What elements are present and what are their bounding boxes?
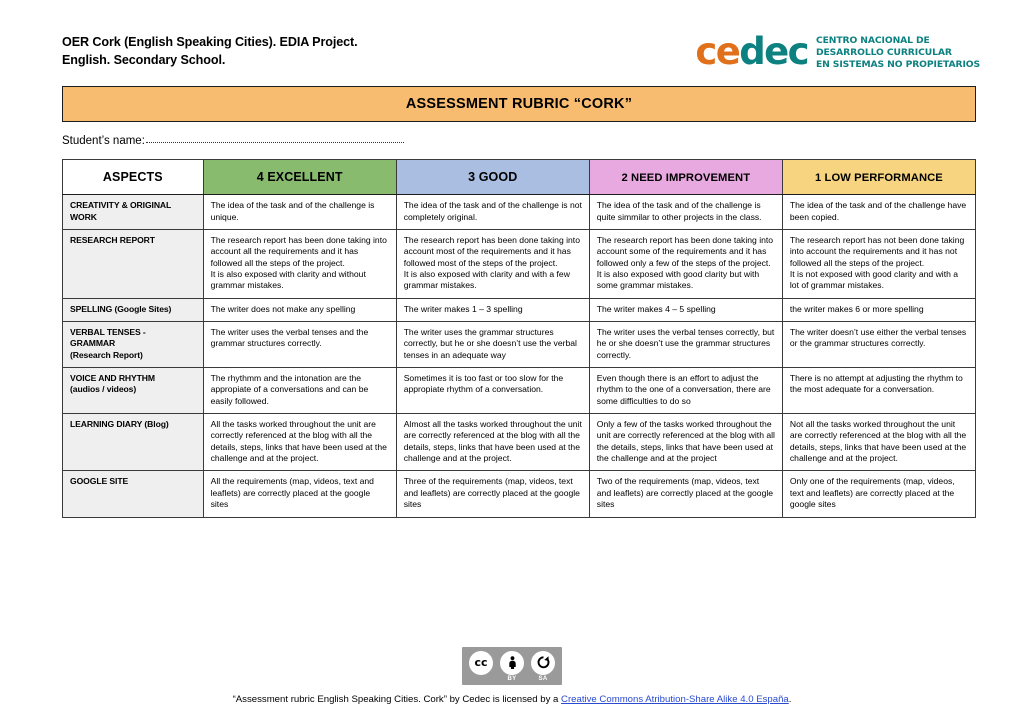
- rubric-title-banner: [62, 86, 976, 122]
- cedec-tagline-line2: DESARROLLO CURRICULAR: [815, 46, 952, 58]
- cc-sa-label: SA: [538, 675, 548, 682]
- rubric-table: [62, 159, 976, 517]
- cell-need-improvement: The writer makes 4 – 5 spelling: [589, 298, 782, 321]
- aspect-label-line1: SPELLING (Google Sites): [70, 303, 172, 314]
- aspect-label-line1: LEARNING DIARY (Blog): [70, 419, 169, 430]
- cedec-tagline-line1: CENTRO NACIONAL DE: [815, 35, 930, 46]
- cedec-tagline-line3: EN SISTEMAS NO PROPIETARIOS: [815, 58, 980, 70]
- row-aspect-research-report: [63, 229, 204, 298]
- table-row: [63, 368, 976, 414]
- license-statement: [0, 694, 1024, 706]
- table-row: [63, 414, 976, 471]
- cedec-logo: [695, 30, 980, 74]
- cell-good: The writer uses the grammar structures correctly, but he or she doesn’t use the verbal tenses in an adequate way: [396, 322, 589, 368]
- row-aspect-google-site: [63, 471, 204, 517]
- cell-need-improvement: Only a few of the tasks worked throughout the unit are correctly referenced at the blog with all the details, steps, links that have been used at the challenge and at the project: [589, 414, 782, 471]
- cell-low-performance: The idea of the task and of the challenge have been copied.: [782, 195, 975, 230]
- cell-good: Sometimes it is too fast or too slow for the appropiate rhythm of a conversation.: [396, 368, 589, 414]
- cedec-wordmark-teal: dec: [739, 30, 808, 74]
- cc-circle-icon: cc: [469, 651, 493, 675]
- column-header-need-improvement: [589, 160, 782, 195]
- aspect-label-line2: WORK: [70, 211, 97, 222]
- cc-sa-arrow-icon: [531, 651, 555, 675]
- cell-need-improvement: The idea of the task and of the challenge is quite simmilar to other projects in the class.: [589, 195, 782, 230]
- cell-excellent: The rhythmm and the intonation are the appropiate of a conversations and can be easily followed.: [203, 368, 396, 414]
- column-header-excellent: 4 EXCELLENT: [203, 160, 396, 195]
- aspect-label-line1: RESEARCH REPORT: [70, 234, 155, 245]
- cell-low-performance: The writer doesn’t use either the verbal tenses or the grammar structures correctly.: [782, 322, 975, 368]
- cell-low-performance: the writer makes 6 or more spelling: [782, 298, 975, 321]
- cell-need-improvement: Two of the requirements (map, videos, text and leaflets) are correctly placed at the google sites: [589, 471, 782, 517]
- aspect-label-line1: VOICE AND RHYTHM: [70, 373, 155, 384]
- cc-sa-icon: [531, 651, 555, 682]
- cell-excellent: The idea of the task and of the challenge is unique.: [203, 195, 396, 230]
- aspect-label-line2: GRAMMAR: [70, 338, 116, 349]
- row-aspect-spelling: [63, 298, 204, 321]
- row-aspect-creativity: [63, 195, 204, 230]
- column-header-low-performance: [782, 160, 975, 195]
- row-aspect-learning-diary: [63, 414, 204, 471]
- table-row: [63, 229, 976, 298]
- aspect-label-line2: (audios / videos): [70, 384, 137, 395]
- table-row: [63, 471, 976, 517]
- document-footer: [0, 647, 1024, 706]
- license-period: .: [788, 693, 792, 705]
- column-header-low-performance-text: 1 LOW PERFORMANCE: [815, 171, 943, 184]
- table-row: [63, 322, 976, 368]
- license-link[interactable]: Creative Commons Atribution-Share Alike 4.0 España: [561, 693, 789, 705]
- column-header-aspects: ASPECTS: [63, 160, 204, 195]
- document-subtitle-line1: OER Cork (English Speaking Cities). EDIA Project.: [62, 35, 358, 49]
- table-row: [63, 298, 976, 321]
- cell-good: The writer makes 1 – 3 spelling: [396, 298, 589, 321]
- cc-logo-icon: [469, 651, 493, 682]
- aspect-label-line1: VERBAL TENSES -: [70, 327, 146, 338]
- student-name-label: Student’s name:: [62, 135, 145, 148]
- license-text: “Assessment rubric English Speaking Cities. Cork” by Cedec is licensed by a: [232, 693, 562, 705]
- cc-by-person-icon: [500, 651, 524, 675]
- cell-need-improvement: The writer uses the verbal tenses correctly, but he or she doesn’t use the grammar structures correctly.: [589, 322, 782, 368]
- table-row: [63, 195, 976, 230]
- cell-good: The idea of the task and of the challenge is not completely original.: [396, 195, 589, 230]
- student-name-field: [62, 135, 1024, 147]
- document-header: [0, 0, 1024, 74]
- aspect-label-line1: CREATIVITY & ORIGINAL: [70, 200, 172, 211]
- cc-by-label: BY: [507, 675, 517, 682]
- cell-excellent: All the tasks worked throughout the unit are correctly referenced at the blog with all the details, steps, links that have been used at the challenge and at the project.: [203, 414, 396, 471]
- cedec-tagline: [816, 33, 980, 70]
- row-aspect-voice-and-rhythm: [63, 368, 204, 414]
- cell-low-performance: Only one of the requirements (map, videos, text and leaflets) are correctly placed at the google sites: [782, 471, 975, 517]
- cell-need-improvement: The research report has been done taking into account some of the requirements and it has followed only a few of the steps of the project. It is also exposed with good clarity but with some grammar mistakes.: [589, 229, 782, 298]
- creative-commons-badge-icon: [462, 647, 562, 685]
- rubric-header-row: [63, 160, 976, 195]
- cell-good: The research report has been done taking into account most of the requirements and it has followed most of the steps of the project. It is also exposed with clarity and with a few grammar mistakes.: [396, 229, 589, 298]
- document-subtitle: [62, 33, 358, 70]
- cell-excellent: The research report has been done taking into account all the requirements and it has followed all the steps of the project. It is also exposed with clarity and without grammar mistakes.: [203, 229, 396, 298]
- column-header-good: 3 GOOD: [396, 160, 589, 195]
- cell-low-performance: Not all the tasks worked throughout the unit are correctly referenced at the blog with all the details, steps, links that have been used at the challenge and at the project.: [782, 414, 975, 471]
- column-header-need-improvement-text: 2 NEED IMPROVEMENT: [621, 171, 751, 184]
- document-subtitle-line2: English. Secondary School.: [62, 53, 226, 68]
- rubric-title: ASSESSMENT RUBRIC “CORK”: [405, 96, 633, 113]
- cell-excellent: The writer does not make any spelling: [203, 298, 396, 321]
- cell-low-performance: There is no attempt at adjusting the rhythm to the most adequate for a conversation.: [782, 368, 975, 414]
- cell-need-improvement: Even though there is an effort to adjust the rhythm to the one of a conversation, there are some difficulties to do so: [589, 368, 782, 414]
- row-aspect-verbal-tenses: [63, 322, 204, 368]
- cell-good: Three of the requirements (map, videos, text and leaflets) are correctly placed at the google sites: [396, 471, 589, 517]
- cedec-wordmark: [695, 30, 808, 74]
- rubric-table-head: [63, 160, 976, 195]
- cell-excellent: All the requirements (map, videos, text and leaflets) are correctly placed at the google sites: [203, 471, 396, 517]
- rubric-table-body: [63, 195, 976, 517]
- cc-by-icon: [500, 651, 524, 682]
- cedec-wordmark-orange: ce: [695, 30, 740, 74]
- cell-good: Almost all the tasks worked throughout the unit are correctly referenced at the blog with all the details, steps, links that have been used at the challenge and at the project.: [396, 414, 589, 471]
- cell-low-performance: The research report has not been done taking into account the requirements and it has not followed all the steps of the project. It is not exposed with good clarity and with a lot of grammar mistakes.: [782, 229, 975, 298]
- aspect-label-line3: (Research Report): [70, 349, 143, 360]
- aspect-label-line1: GOOGLE SITE: [70, 476, 129, 487]
- student-name-blank[interactable]: [146, 141, 404, 143]
- rubric-table-container: [62, 159, 976, 517]
- cell-excellent: The writer uses the verbal tenses and the grammar structures correctly.: [203, 322, 396, 368]
